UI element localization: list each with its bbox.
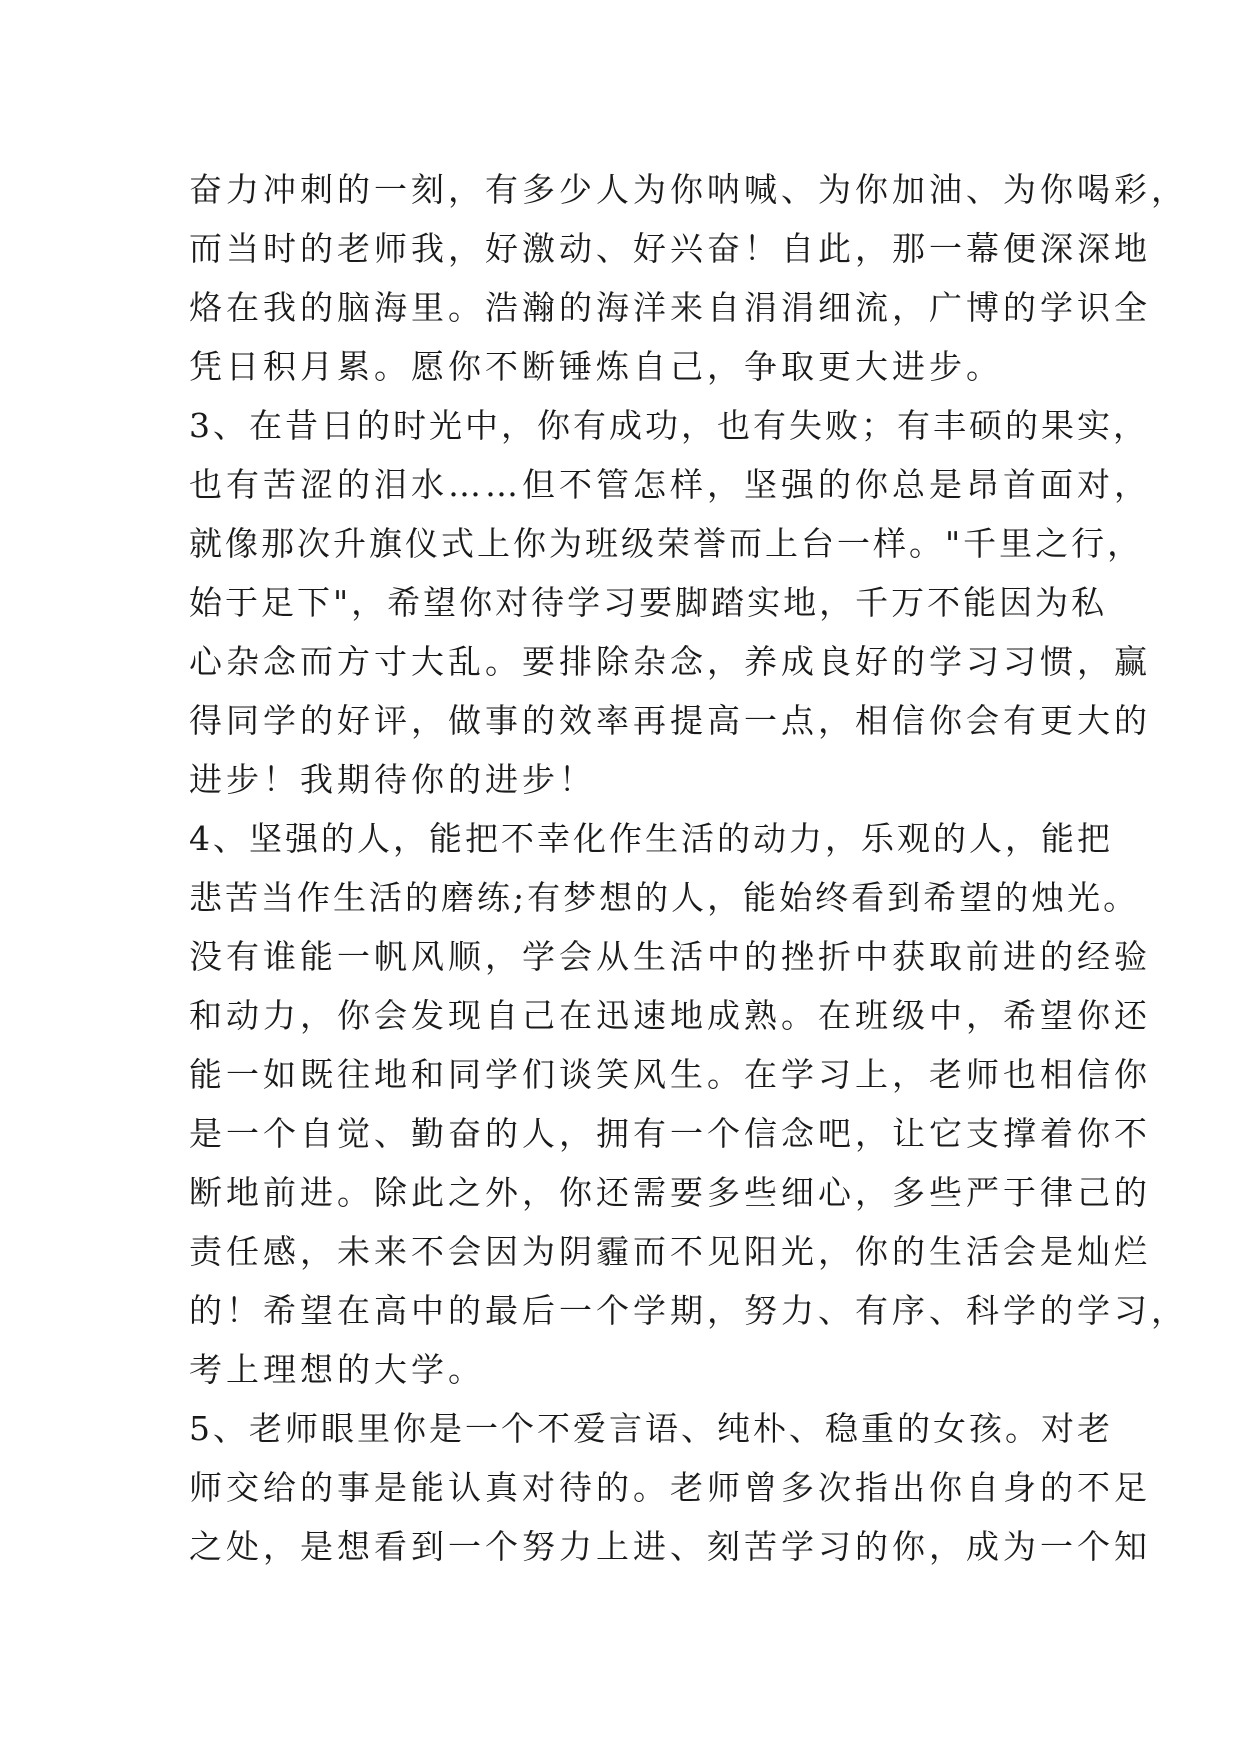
text-line: 3、在昔日的时光中，你有成功，也有失败；有丰硕的果实， — [189, 406, 1149, 445]
text-line: 奋力冲刺的一刻，有多少人为你呐喊、为你加油、为你喝彩， — [189, 170, 1188, 209]
text-line: 5、老师眼里你是一个不爱言语、纯朴、稳重的女孩。对老 — [189, 1409, 1113, 1448]
text-line: 进步！我期待你的进步！ — [189, 760, 596, 799]
text-line: 责任感，未来不会因为阴霾而不见阳光，你的生活会是灿烂 — [189, 1232, 1151, 1271]
text-line: 没有谁能一帆风顺，学会从生活中的挫折中获取前进的经验 — [189, 937, 1151, 976]
text-line: 烙在我的脑海里。浩瀚的海洋来自涓涓细流，广博的学识全 — [189, 288, 1151, 327]
text-line: 得同学的好评，做事的效率再提高一点，相信你会有更大的 — [189, 701, 1151, 740]
text-line: 考上理想的大学。 — [189, 1350, 485, 1389]
text-line: 4、坚强的人，能把不幸化作生活的动力，乐观的人，能把 — [189, 819, 1113, 858]
text-line: 断地前进。除此之外，你还需要多些细心，多些严于律己的 — [189, 1173, 1151, 1212]
text-line: 悲苦当作生活的磨练;有梦想的人，能始终看到希望的烛光。 — [189, 878, 1140, 917]
text-line: 心杂念而方寸大乱。要排除杂念，养成良好的学习习惯，赢 — [189, 642, 1151, 681]
text-line: 之处，是想看到一个努力上进、刻苦学习的你，成为一个知 — [189, 1527, 1151, 1566]
text-line: 也有苦涩的泪水……但不管怎样，坚强的你总是昂首面对， — [189, 465, 1151, 504]
text-line: 始于足下"，希望你对待学习要脚踏实地，千万不能因为私 — [189, 583, 1108, 622]
text-line: 就像那次升旗仪式上你为班级荣誉而上台一样。"千里之行， — [189, 524, 1144, 563]
text-line: 而当时的老师我，好激动、好兴奋！自此，那一幕便深深地 — [189, 229, 1151, 268]
text-line: 凭日积月累。愿你不断锤炼自己，争取更大进步。 — [189, 347, 1003, 386]
document-body — [189, 160, 1188, 1576]
text-line: 和动力，你会发现自己在迅速地成熟。在班级中，希望你还 — [189, 996, 1151, 1035]
text-line: 是一个自觉、勤奋的人，拥有一个信念吧，让它支撑着你不 — [189, 1114, 1151, 1153]
text-line: 的！希望在高中的最后一个学期，努力、有序、科学的学习， — [189, 1291, 1188, 1330]
text-line: 能一如既往地和同学们谈笑风生。在学习上，老师也相信你 — [189, 1055, 1151, 1094]
text-line: 师交给的事是能认真对待的。老师曾多次指出你自身的不足 — [189, 1468, 1151, 1507]
